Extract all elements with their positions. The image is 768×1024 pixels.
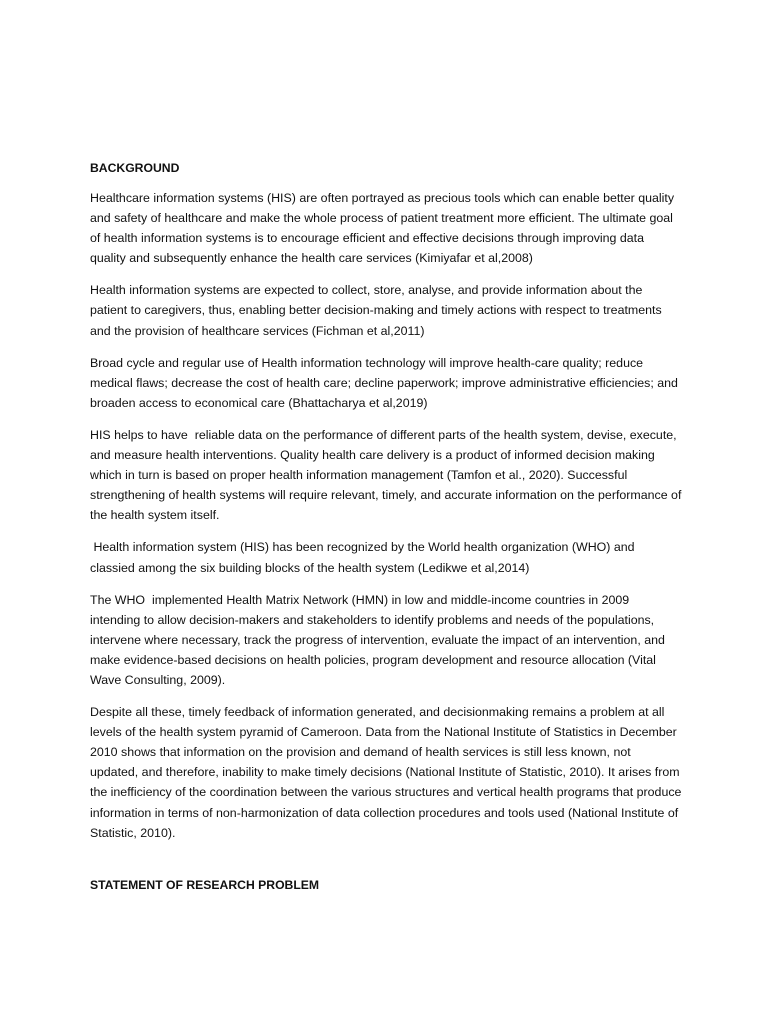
paragraph-his-definition: Healthcare information systems (HIS) are often portrayed as precious tools which can enable better quality and safety of healthcare and make the whole process of patient treatment more efficient. The ultimate goal of health information systems is to encourage efficient and effective decisions through improving data quality and subsequently enhance the health care services (Kimiyafar et al,2008) — [90, 191, 678, 266]
paragraph-his-performance: HIS helps to have reliable data on the performance of different parts of the health system, devise, execute, and measure health interventions. Quality health care delivery is a product of informed decision making which in turn is based on proper health information management (Tamfon et al., 2020). Successful strengthening of health systems will require relevant, timely, and accurate information on the performance of the health system itself. — [90, 427, 685, 523]
section-heading-background: BACKGROUND — [90, 161, 180, 175]
section-heading-research-problem: STATEMENT OF RESEARCH PROBLEM — [90, 877, 320, 892]
document-body — [90, 158, 685, 895]
paragraph-hmn: The WHO implemented Health Matrix Network (HMN) in low and middle-income countries in 2009 intending to allow decision-makers and stakeholders to identify problems and needs of the populations, intervene where necessary, track the progress of intervention, evaluate the impact of an intervention, and make evidence-based decisions on health policies, program development and resource allocation (Vital Wave Consulting, 2009). — [90, 592, 669, 687]
paragraph-who-recognition: Health information system (HIS) has been recognized by the World health organization (WHO) and classied among the six building blocks of the health system (Ledikwe et al,2014) — [90, 540, 638, 575]
paragraph-his-purpose: Health information systems are expected to collect, store, analyse, and provide information about the patient to caregivers, thus, enabling better decision-making and timely actions with respect to treatments and the provision of healthcare services (Fichman et al,2011) — [90, 283, 666, 338]
paragraph-health-it-benefits: Broad cycle and regular use of Health information technology will improve health-care quality; reduce medical flaws; decrease the cost of health care; decline paperwork; improve administrative efficiencies; and broaden access to economical care (Bhattacharya et al,2019) — [90, 355, 682, 410]
paragraph-cameroon-problem: Despite all these, timely feedback of information generated, and decisionmaking remains a problem at all levels of the health system pyramid of Cameroon. Data from the National Institute of Statistics in December 2010 shows that information on the provision and demand of health services is still less known, not updated, and therefore, inability to make timely decisions (National Institute of Statistic, 2010). It arises from the inefficiency of the coordination between the various structures and vertical health programs that produce information in terms of non-harmonization of data collection procedures and tools used (National Institute of Statistic, 2010). — [90, 705, 685, 840]
